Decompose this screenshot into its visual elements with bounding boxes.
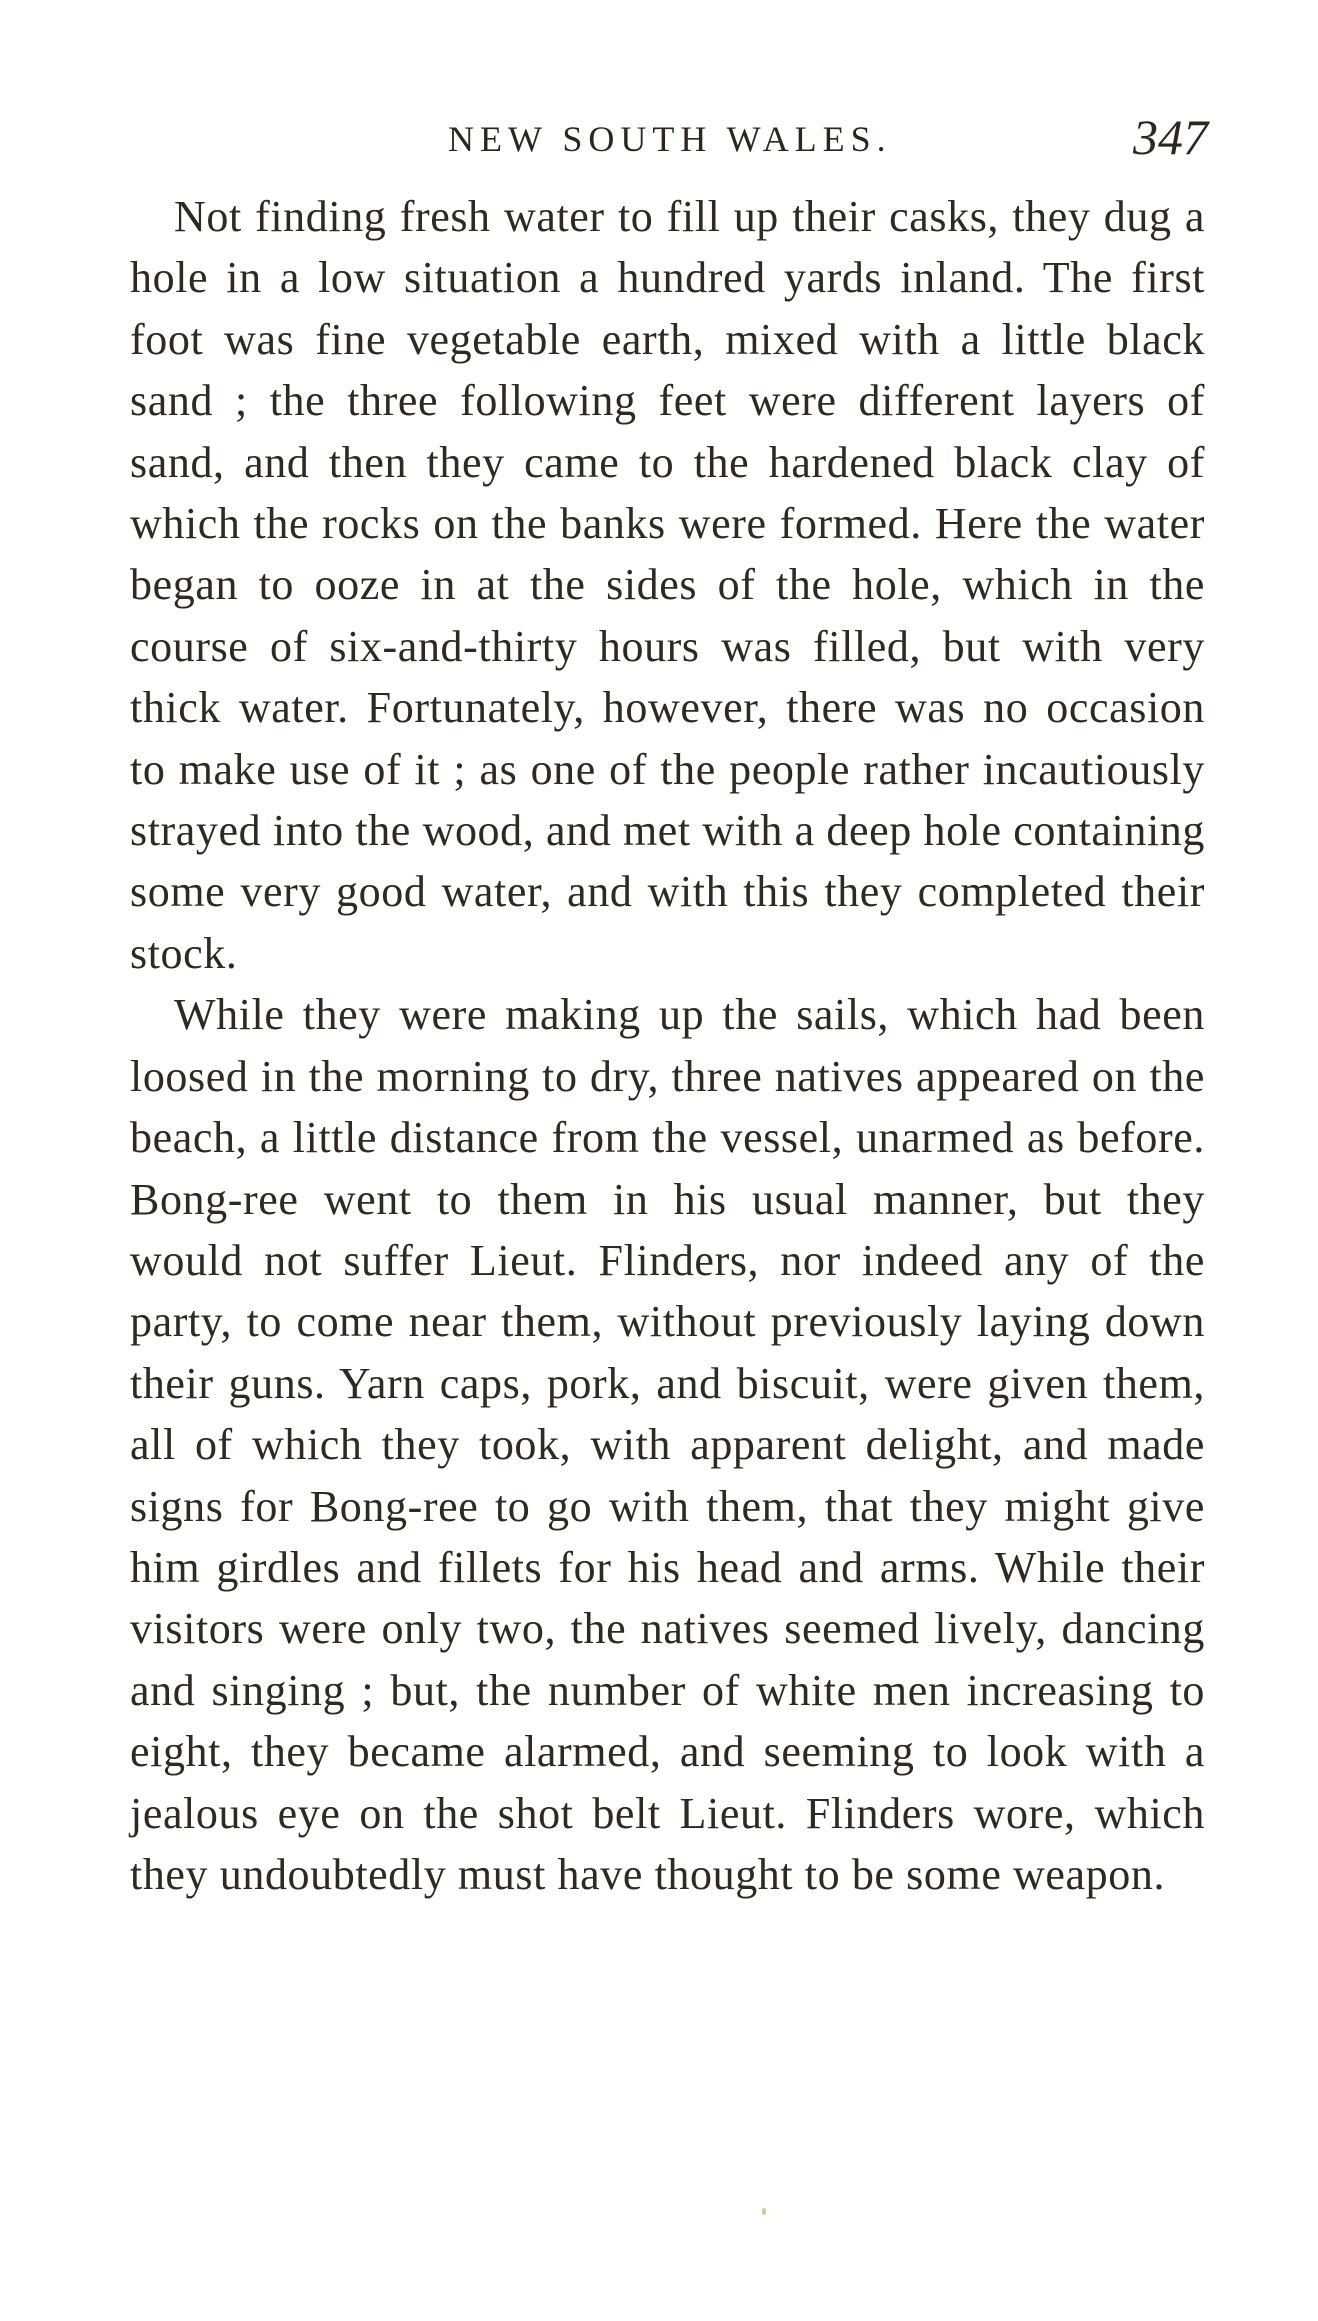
running-head: NEW SOUTH WALES. <box>448 119 892 159</box>
ink-speck <box>762 2208 766 2215</box>
body-text <box>130 186 1205 1905</box>
paragraph: Not finding fresh water to fill up their casks, they dug a hole in a low situation a hundred yards inland. The first foot was fine vegetable earth, mixed with a little black sand ; the three following feet were different layers of sand, and then they came to the hardened black clay of which the rocks on the banks were formed. Here the water began to ooze in at the sides of the hole, which in the course of six-and-thirty hours was filled, but with very thick water. Fortunately, however, there was no occasion to make use of it ; as one of the people rather incautiously strayed into the wood, and met with a deep hole containing some very good water, and with this they completed their stock. <box>130 192 1205 978</box>
paragraph: While they were making up the sails, which had been loosed in the morning to dry, three natives appeared on the beach, a little distance from the vessel, unarmed as before. Bong-ree went to them in his usual manner, but they would not suffer Lieut. Flinders, nor indeed any of the party, to come near them, without previously laying down their guns. Yarn caps, pork, and biscuit, were given them, all of which they took, with apparent delight, and made signs for Bong-ree to go with them, that they might give him girdles and fillets for his head and arms. While their visitors were only two, the natives seemed lively, dancing and singing ; but, the number of white men increasing to eight, they became alarmed, and seeming to look with a jealous eye on the shot belt Lieut. Flinders wore, which they undoubtedly must have thought to be some weapon. <box>130 990 1205 1899</box>
page-header <box>128 109 1208 172</box>
page-number: 347 <box>1133 109 1208 165</box>
